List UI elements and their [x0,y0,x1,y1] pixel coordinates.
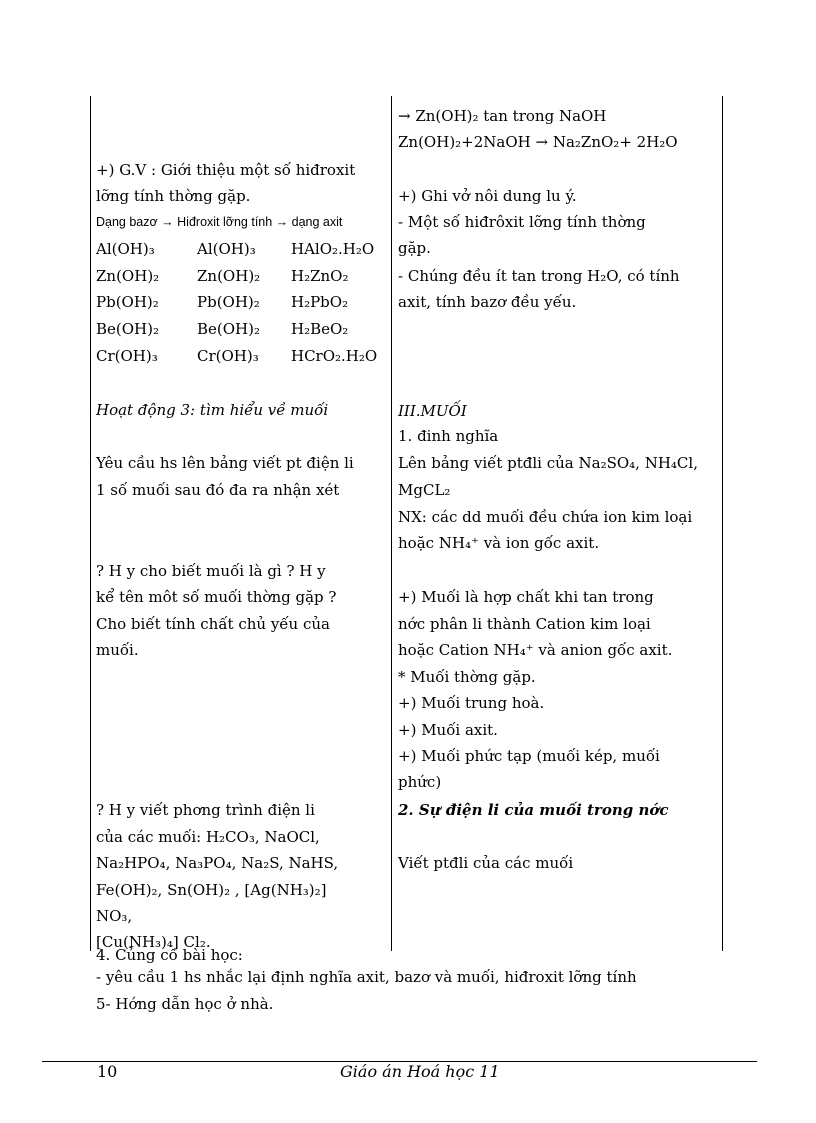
formula-cell: Pb(OH)₂ [197,293,260,311]
formula-cell: H₂BeO₂ [291,320,349,338]
text-line: - Chúng đều ít tan trong H₂O, có tính [398,267,680,285]
formula-cell: Pb(OH)₂ [96,293,159,311]
text-line: hoặc Cation NH₄⁺ và anion gốc axit. [398,641,673,659]
text-line: +) G.V : Giới thiệu một số hiđroxit [96,161,356,179]
text-line: +) Muối axit. [398,721,498,739]
text-line: phức) [398,773,442,791]
text-line: 4. Củng cố bài học: [96,946,243,964]
formula-cell: Al(OH)₃ [197,240,256,258]
table-right-border [722,96,723,951]
activity-3-heading: Hoạt động 3: tìm hiểu về muối [96,401,329,419]
text-line: MgCL₂ [398,481,451,499]
text-line: ? H y viết phơng trình điện li [96,801,315,819]
formula-cell: H₂PbO₂ [291,293,349,311]
text-line: lỡng tính thờng gặp. [96,187,251,205]
text-line: Cho biết tính chất chủ yếu của [96,615,330,633]
text-line: - Một số hiđrôxit lỡng tính thờng [398,213,646,231]
text-line: ? H y cho biết muối là gì ? H y [96,562,326,580]
text-line: NX: các dd muối đều chứa ion kim loại [398,508,693,526]
text-line: Yêu cầu hs lên bảng viết pt điện li [96,454,354,472]
formula-cell: Cr(OH)₃ [96,347,158,365]
text-line: Lên bảng viết ptđli của Na₂SO₄, NH₄Cl, [398,454,698,472]
text-line: +) Muối phức tạp (muối kép, muối [398,747,660,765]
section-3-heading: III.MUỐI [398,402,467,420]
formula-cell: Zn(OH)₂ [197,267,261,285]
text-line: Zn(OH)₂+2NaOH → Na₂ZnO₂+ 2H₂O [398,133,678,151]
text-line: +) Muối là hợp chất khi tan trong [398,588,654,606]
text-line: Na₂HPO₄, Na₃PO₄, Na₂S, NaHS, [96,854,339,872]
text-line: Fe(OH)₂, Sn(OH)₂ , [Ag(NH₃)₂] [96,881,327,899]
text-line: axit, tính bazơ đều yếu. [398,293,577,311]
text-line: 1 số muối sau đó đa ra nhận xét [96,481,340,499]
text-line: của các muối: H₂CO₃, NaOCl, [96,828,320,846]
table-left-border [90,96,91,951]
formula-cell: Be(OH)₂ [96,320,159,338]
write-equations-answer: Viết ptđli của các muối [398,854,574,872]
table-middle-border [391,96,392,951]
footer-title: Giáo án Hoá học 11 [340,1062,500,1081]
text-line: 5- Hớng dẫn học ở nhà. [96,995,274,1013]
formula-cell: Al(OH)₃ [96,240,155,258]
text-line: NO₃, [96,907,133,925]
formula-cell: HAlO₂.H₂O [291,240,375,258]
form-conversion-line: Dạng bazơ → Hiđroxit lỡng tính → dạng axit [96,215,343,229]
text-line: kể tên môt số muối thờng gặp ? [96,588,337,606]
text-line: * Muối thờng gặp. [398,668,536,686]
formula-cell: Be(OH)₂ [197,320,260,338]
section-2-heading: 2. Sự điện li của muối trong nớc [398,801,669,819]
formula-cell: H₂ZnO₂ [291,267,349,285]
text-line: → Zn(OH)₂ tan trong NaOH [398,107,607,125]
formula-cell: Cr(OH)₃ [197,347,259,365]
definition-heading: 1. đinh nghĩa [398,427,499,445]
text-line: muối. [96,641,139,659]
text-line: hoặc NH₄⁺ và ion gốc axit. [398,534,600,552]
formula-cell: HCrO₂.H₂O [291,347,378,365]
text-line: +) Muối trung hoà. [398,694,545,712]
text-line: nớc phân li thành Cation kim loại [398,615,651,633]
text-line: gặp. [398,239,431,257]
text-line: - yêu cầu 1 hs nhắc lại định nghĩa axit, bazơ và muối, hiđroxit lỡng tính [96,968,637,986]
page-number: 10 [97,1062,118,1081]
text-line: [Cu(NH₃)₄] Cl₂. [96,933,211,951]
formula-cell: Zn(OH)₂ [96,267,160,285]
text-line: +) Ghi vở nôi dung lu ý. [398,187,577,205]
